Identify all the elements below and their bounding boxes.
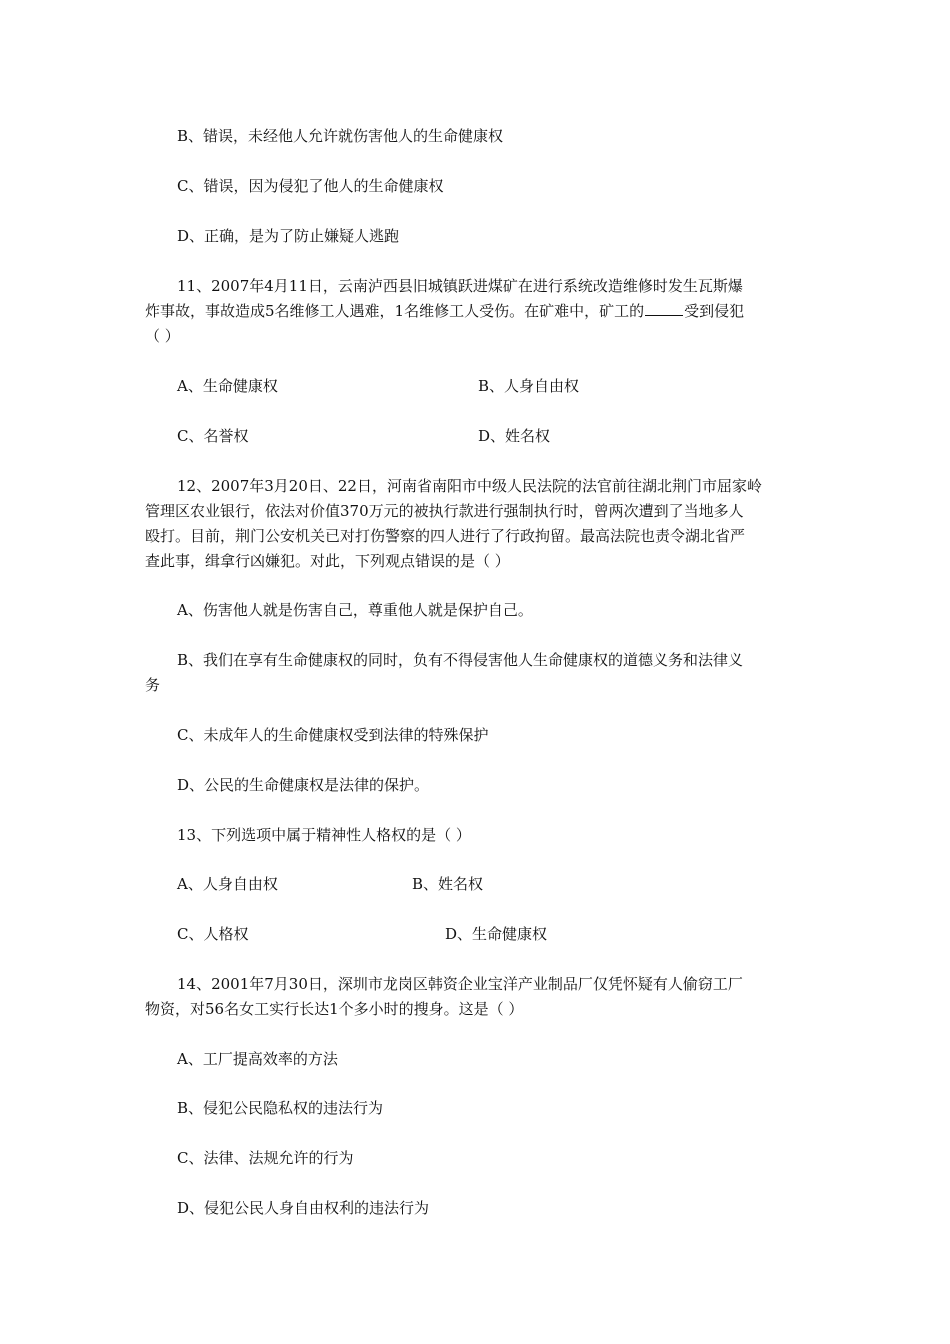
q12-stem-line-2: 管理区农业银行，依法对价值370万元的被执行款进行强制执行时，曾两次遭到了当地多人 (145, 502, 744, 520)
q11-option-d: D、姓名权 (478, 427, 551, 445)
q14-option-b: B、侵犯公民隐私权的违法行为 (177, 1099, 384, 1117)
q11-stem-text: 炸事故，事故造成5名维修工人遇难，1名维修工人受伤。在矿难中，矿工的 (145, 302, 645, 320)
q14-option-a: A、工厂提高效率的方法 (177, 1050, 338, 1068)
q11-stem-text-end: 受到侵犯 (684, 302, 745, 320)
q12-option-b-line-2: 务 (145, 676, 161, 694)
q12-option-a: A、伤害他人就是伤害自己，尊重他人就是保护自己。 (177, 601, 533, 619)
q13-stem: 13、下列选项中属于精神性人格权的是（ ） (177, 826, 471, 844)
q14-stem-line-2: 物资，对56名女工实行长达1个多小时的搜身。这是（ ） (145, 1000, 524, 1018)
q12-option-d: D、公民的生命健康权是法律的保护。 (177, 776, 430, 794)
q12-stem-line-3: 殴打。目前，荆门公安机关已对打伤警察的四人进行了行政拘留。最高法院也责令湖北省严 (145, 527, 746, 545)
q14-option-d: D、侵犯公民人身自由权利的违法行为 (177, 1199, 430, 1217)
q11-stem-line-1: 11、2007年4月11日，云南泸西县旧城镇跃进煤矿在进行系统改造维修时发生瓦斯爆 (177, 277, 743, 295)
q10-option-b: B、错误，未经他人允许就伤害他人的生命健康权 (177, 127, 504, 145)
q12-stem-line-1: 12、2007年3月20日、22日，河南省南阳市中级人民法院的法官前往湖北荆门市屈家岭 (177, 477, 762, 495)
q11-stem-line-2 (145, 301, 744, 321)
q13-option-d: D、生命健康权 (445, 925, 548, 943)
q13-option-b: B、姓名权 (412, 875, 484, 893)
q11-option-b: B、人身自由权 (478, 377, 580, 395)
q11-answer-paren: （ ） (145, 327, 180, 345)
q11-option-a: A、生命健康权 (177, 377, 278, 395)
q14-stem-line-1: 14、2001年7月30日，深圳市龙岗区韩资企业宝洋产业制品厂仅凭怀疑有人偷窃工厂 (177, 975, 743, 993)
q13-option-c: C、人格权 (177, 925, 249, 943)
q13-option-a: A、人身自由权 (177, 875, 278, 893)
answer-blank (645, 301, 683, 316)
q14-option-c: C、法律、法规允许的行为 (177, 1149, 354, 1167)
q12-option-c: C、未成年人的生命健康权受到法律的特殊保护 (177, 726, 489, 744)
q10-option-d: D、正确，是为了防止嫌疑人逃跑 (177, 227, 400, 245)
q12-stem-line-4: 查此事，缉拿行凶嫌犯。对此，下列观点错误的是（ ） (145, 552, 510, 570)
q12-option-b-line-1: B、我们在享有生命健康权的同时，负有不得侵害他人生命健康权的道德义务和法律义 (177, 651, 744, 669)
q11-option-c: C、名誉权 (177, 427, 249, 445)
q10-option-c: C、错误，因为侵犯了他人的生命健康权 (177, 177, 444, 195)
